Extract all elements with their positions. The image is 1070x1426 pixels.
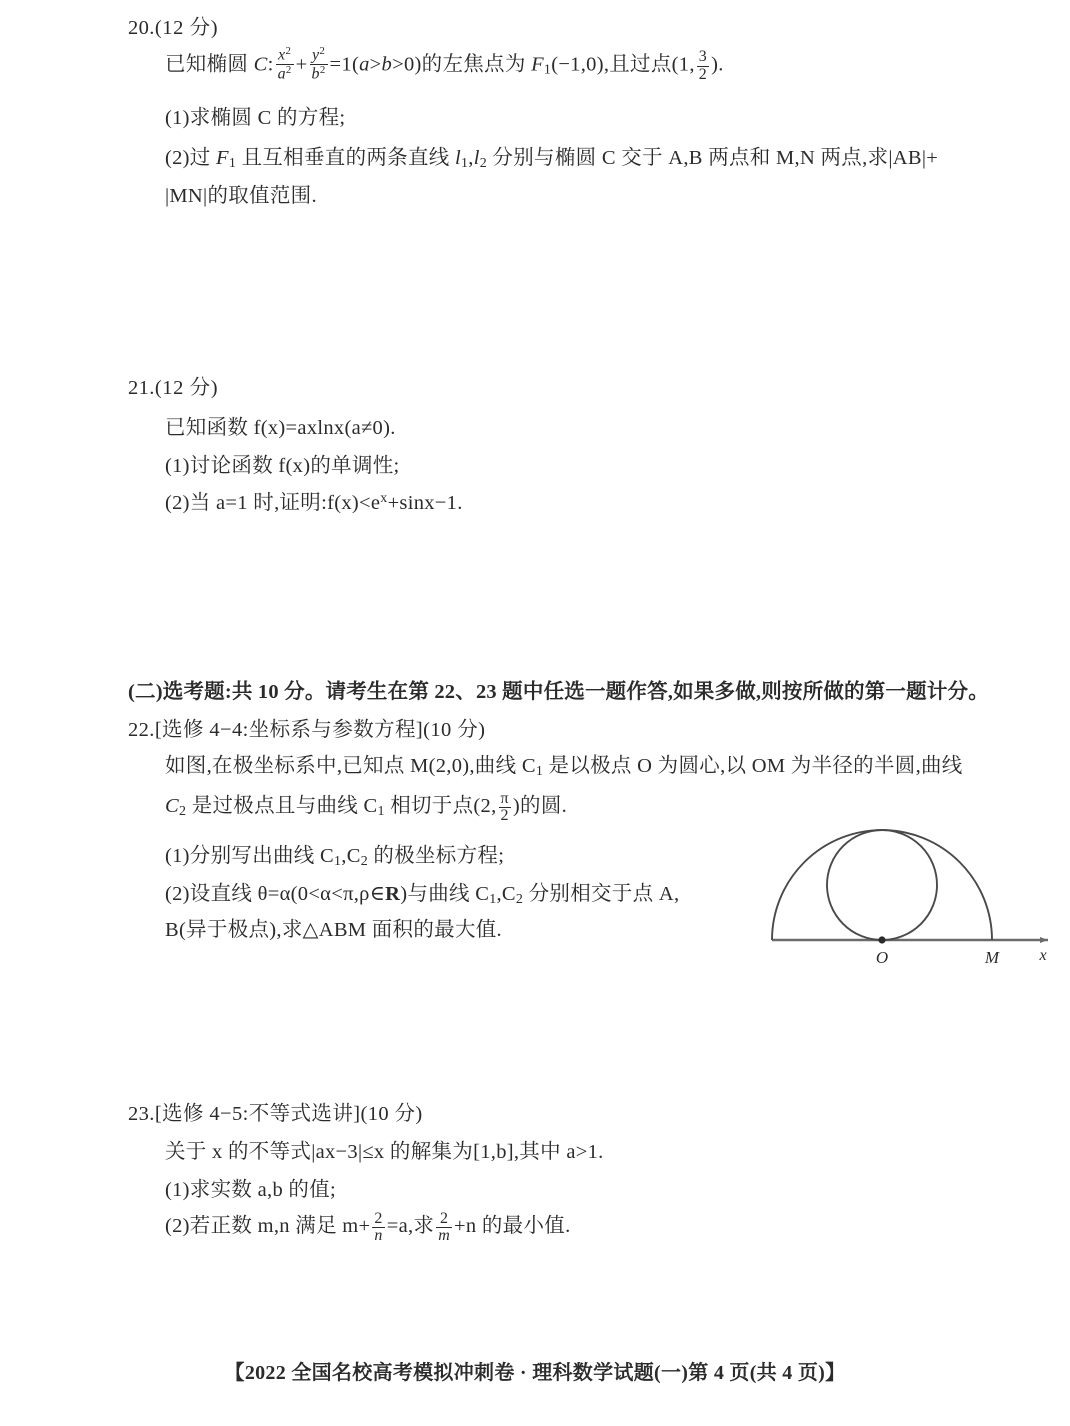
circle-C2	[827, 830, 937, 940]
problem-20-part-2-wrap: |MN|的取值范围.	[165, 185, 317, 207]
problem-20-fraction-x2-a2: $\frac{x^2}{a^2}$	[277, 45, 292, 83]
problem-20-line-l2: l	[473, 147, 480, 169]
frac-b-denominator: b	[311, 65, 320, 83]
problem-23-stem: 关于 x 的不等式|ax−3|≤x 的解集为[1,b],其中 a>1.	[165, 1141, 604, 1163]
frac-3-numerator: 3	[698, 47, 708, 65]
problem-20-cond-a: a	[359, 53, 370, 76]
problem-21-points: (12 分)	[154, 377, 219, 399]
problem-20-cond-b: b	[381, 53, 393, 76]
problem-23-part-2	[165, 1208, 571, 1245]
figure-label-O: O	[875, 948, 889, 967]
problem-21-number: 21.	[128, 377, 155, 399]
pole-point-O-dot	[878, 936, 885, 943]
problem-21-stem: 已知函数 f(x)=axlnx(a≠0).	[165, 417, 396, 439]
frac-x-numerator: x	[278, 46, 286, 64]
problem-22-part2-d: 分别相交于点 A,	[523, 883, 680, 905]
problem-22-part1-a: (1)分别写出曲线 C	[165, 845, 335, 867]
problem-22-C1-sub: 1	[535, 764, 544, 780]
problem-22-fraction-pi-2	[499, 791, 511, 826]
problem-22-part1-sub2: 2	[360, 854, 368, 870]
problem-20-part-1: (1)求椭圆 C 的方程;	[165, 107, 346, 129]
problem-23-fraction-2-n	[372, 1211, 384, 1246]
frac-2-numerator-1: 2	[374, 1209, 383, 1227]
problem-22-part2-c: ,C	[496, 883, 516, 905]
problem-20-gt-2: >0)	[392, 53, 422, 76]
frac-m-denominator: m	[438, 1227, 451, 1245]
problem-22-part-2	[165, 876, 679, 908]
problem-20-part-2	[165, 140, 938, 172]
semicircle-C1	[772, 830, 992, 940]
problem-20-number-line	[128, 10, 218, 40]
problem-21-part2-rest: +sinx−1.	[387, 492, 463, 514]
problem-20-number: 20.	[128, 17, 155, 39]
problem-20-part2-comma: ,	[468, 147, 474, 169]
problem-21-part2-prefix: (2)当 a=1 时,证明:f(x)<e	[165, 492, 381, 514]
problem-22-stem-2b: 相切于点(2,	[384, 795, 497, 817]
problem-23-part2-c: +n 的最小值.	[454, 1215, 571, 1237]
problem-22-part2-a: (2)设直线 θ=α(0<α<π,ρ∈	[165, 883, 386, 905]
problem-23-bracket-title: [选修 4−5:不等式选讲]	[154, 1103, 361, 1125]
problem-20-points: (12 分)	[154, 17, 219, 39]
problem-20-curve-label: C	[253, 53, 268, 76]
problem-20-fraction-3-2	[697, 49, 709, 84]
problem-22-C1-sub-2: 1	[377, 804, 385, 820]
problem-22-part1-b: ,C	[341, 845, 361, 867]
problem-20-line-l1-sub: 1	[461, 156, 469, 172]
problem-20-stem-end: ).	[711, 53, 724, 76]
problem-20-focus-F: F	[531, 53, 544, 76]
problem-22-number: 22.	[128, 719, 155, 741]
problem-21-part-1: (1)讨论函数 f(x)的单调性;	[165, 455, 400, 477]
problem-22-C2-label: C	[165, 795, 179, 817]
problem-22-part1-sub1: 1	[334, 854, 342, 870]
problem-20-part2-prefix: (2)过	[165, 147, 217, 169]
problem-22-C2-sub: 2	[178, 804, 187, 820]
problem-22-points: (10 分)	[423, 719, 486, 741]
problem-22-stem-2c: )的圆.	[512, 795, 568, 817]
problem-23-number: 23.	[128, 1103, 155, 1125]
problem-21-number-line	[128, 370, 218, 400]
problem-20-stem	[165, 46, 724, 83]
problem-20-stem-prefix: 已知椭圆	[165, 53, 254, 76]
problem-22-stem-1b: 是以极点 O 为圆心,以 OM 为半径的半圆,曲线	[543, 755, 963, 777]
problem-20-focus-coords: (−1,0)	[551, 53, 604, 76]
problem-22-part-2-wrap: B(异于极点),求△ABM 面积的最大值.	[165, 919, 502, 941]
problem-20-fraction-y2-b2: $\frac{y^2}{b^2}$	[311, 45, 326, 83]
problem-20-equals-one: =1(	[329, 53, 360, 76]
problem-22-stem-line-2	[165, 788, 567, 825]
problem-22-part2-sub1: 1	[489, 892, 497, 908]
problem-20-part2-mid: 且互相垂直的两条直线	[236, 147, 455, 169]
problem-20-gt-1: >	[369, 53, 382, 76]
problem-22-number-line	[128, 712, 485, 742]
problem-22-part2-b: )与曲线 C	[400, 883, 490, 905]
problem-23-number-line	[128, 1096, 423, 1126]
problem-20-line-l2-sub: 2	[479, 156, 487, 172]
problem-20-focus-subscript: 1	[543, 62, 552, 78]
problem-22-bracket-title: [选修 4−4:坐标系与参数方程]	[154, 719, 424, 741]
problem-20-part2-F: F	[216, 147, 229, 169]
frac-y-numerator: y	[311, 46, 320, 64]
frac-pi-numerator: π	[500, 789, 509, 807]
problem-20-colon: :	[267, 53, 274, 76]
problem-22-figure	[760, 818, 1060, 968]
polar-coordinate-diagram	[760, 818, 1060, 968]
problem-22-part2-sub2: 2	[515, 892, 524, 908]
problem-20-stem-comma: ,且过点(1,	[603, 53, 695, 76]
problem-21-part-2	[165, 485, 463, 515]
problem-23-part2-b: =a,求	[386, 1215, 435, 1237]
frac-2-numerator-2: 2	[439, 1209, 449, 1227]
problem-22-part-1	[165, 838, 504, 870]
x-axis-arrow	[1040, 937, 1048, 943]
frac-a-denominator: a	[277, 65, 286, 83]
problem-23-points: (10 分)	[360, 1103, 423, 1125]
figure-label-M: M	[984, 948, 1000, 967]
section-two-heading: (二)选考题:共 10 分。请考生在第 22、23 题中任选一题作答,如果多做,则按所做的第一题计分。	[128, 681, 989, 703]
frac-n-denominator: n	[374, 1227, 383, 1245]
problem-22-stem-2a: 是过极点且与曲线 C	[186, 795, 378, 817]
figure-label-x: x	[1039, 947, 1047, 964]
problem-20-part2-rest: 分别与椭圆 C 交于 A,B 两点和 M,N 两点,求|AB|+	[487, 147, 939, 169]
problem-23-part2-a: (2)若正数 m,n 满足 m+	[165, 1215, 371, 1237]
problem-22-stem-1a: 如图,在极坐标系中,已知点 M(2,0),曲线 C	[165, 755, 536, 777]
problem-23-part-1: (1)求实数 a,b 的值;	[165, 1179, 337, 1201]
page-footer: 【2022 全国名校高考模拟冲刺卷 · 理科数学试题(一)第 4 页(共 4 页)】	[224, 1362, 846, 1384]
frac-2-denominator: 2	[698, 65, 708, 83]
frac-2-denominator: 2	[499, 807, 511, 825]
problem-23-fraction-2-m	[436, 1211, 452, 1246]
problem-20-stem-mid: 的左焦点为	[421, 53, 532, 76]
problem-20-line-l1: l	[455, 147, 461, 169]
problem-22-part1-c: 的极坐标方程;	[367, 845, 505, 867]
problem-21-exponent-x: x	[380, 491, 388, 507]
problem-20-part2-F-sub: 1	[228, 156, 237, 172]
problem-22-stem-line-1	[165, 748, 963, 780]
problem-22-real-set-symbol: R	[385, 883, 401, 905]
problem-20-plus: +	[295, 53, 308, 76]
